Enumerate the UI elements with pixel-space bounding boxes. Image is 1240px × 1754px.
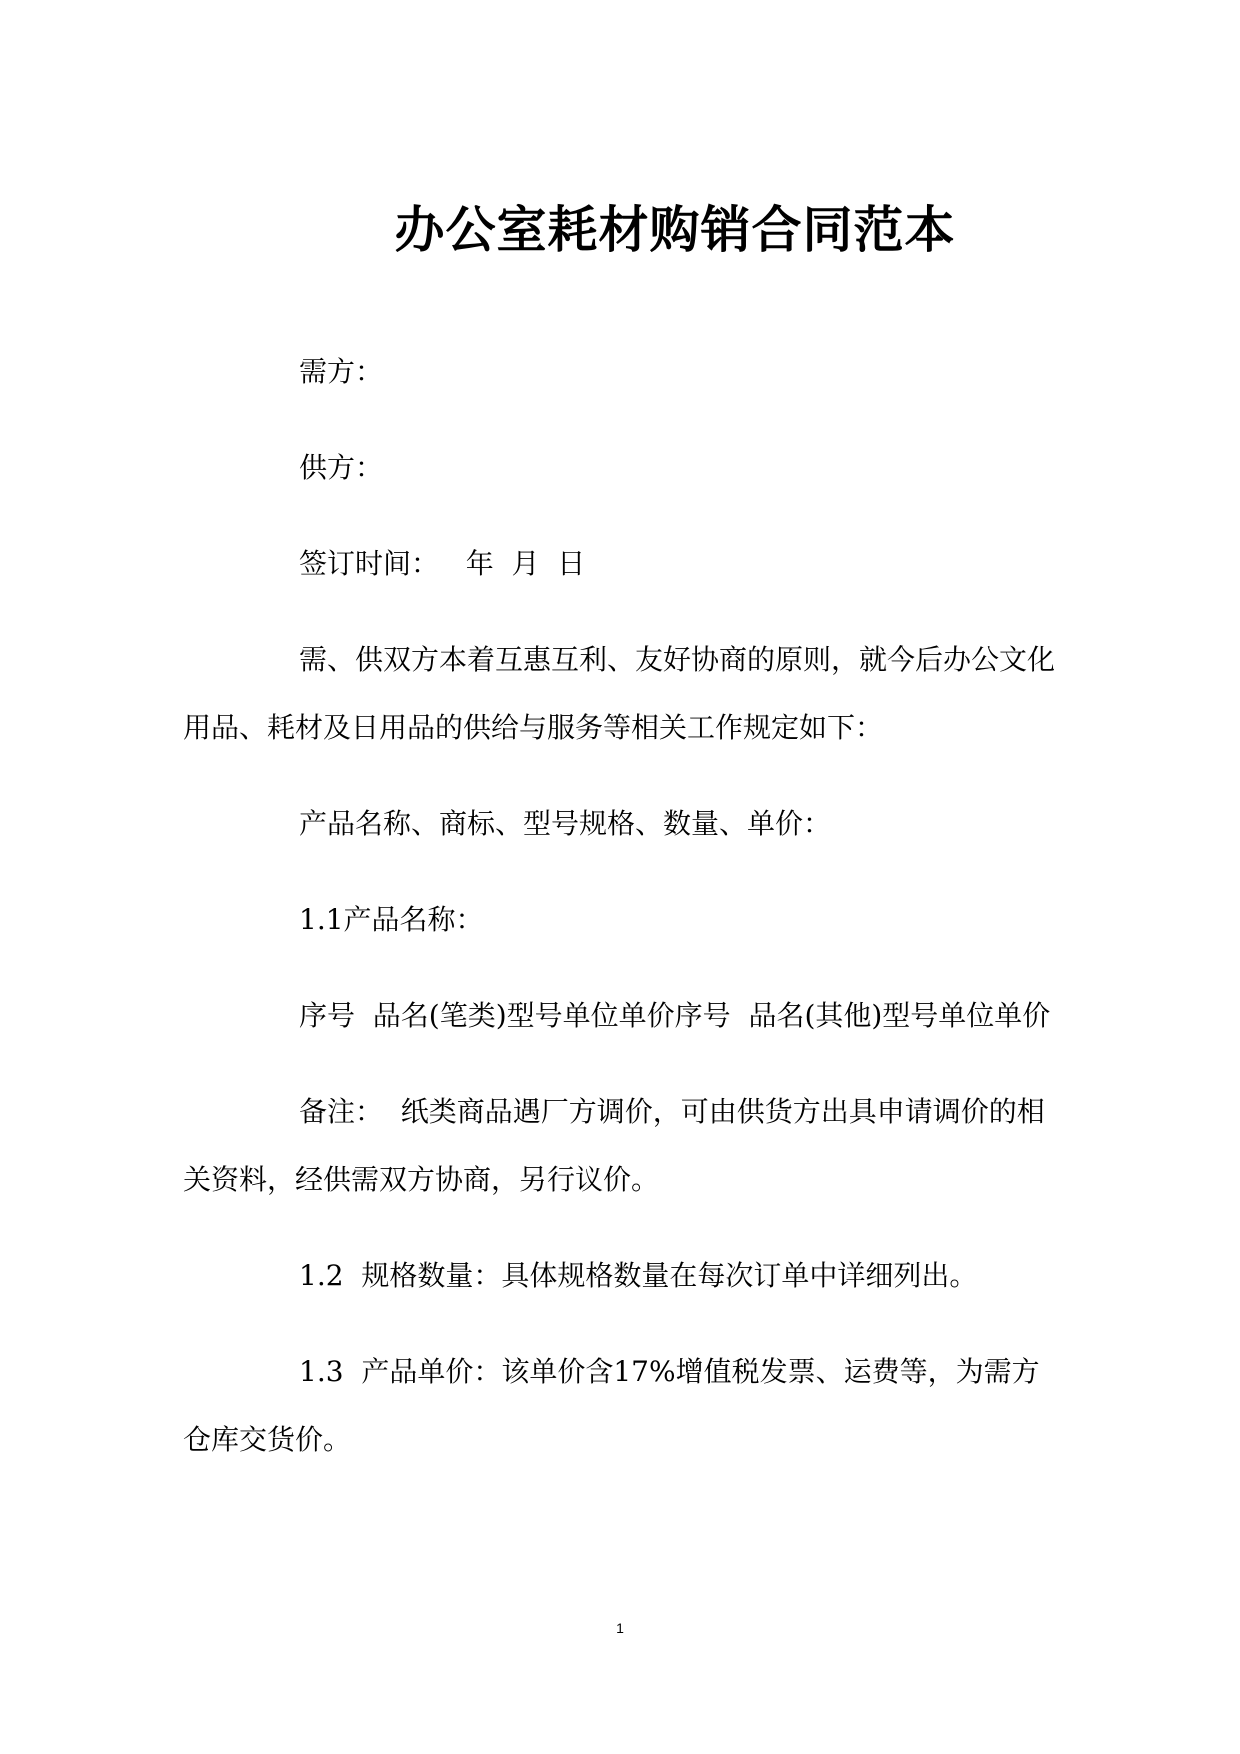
paragraph-signing-date: 签订时间： 年 月 日 <box>299 547 586 580</box>
paragraph-section-1-3: 1.3 产品单价：该单价含17%增值税发票、运费等，为需方仓库交货价。 <box>183 1355 1040 1456</box>
paragraph-supply-party: 供方： <box>299 451 384 484</box>
paragraph-table-header: 序号 品名(笔类)型号单位单价序号 品名(其他)型号单位单价 <box>299 999 1051 1032</box>
document-body <box>183 338 1063 1502</box>
paragraph-section-1-2: 1.2 规格数量：具体规格数量在每次订单中详细列出。 <box>299 1259 978 1292</box>
document-title: 办公室耗材购销合同范本 <box>394 201 956 259</box>
page-number: 1 <box>616 1620 624 1636</box>
paragraph-product-heading: 产品名称、商标、型号规格、数量、单价： <box>299 807 832 840</box>
paragraph-preamble: 需、供双方本着互惠互利、友好协商的原则，就今后办公文化用品、耗材及日用品的供给与服务等相关工作规定如下： <box>183 643 1056 744</box>
paragraph-section-1-1: 1.1产品名称： <box>299 903 484 936</box>
paragraph-demand-party: 需方： <box>299 355 384 388</box>
paragraph-remark: 备注： 纸类商品遇厂方调价，可由供货方出具申请调价的相关资料，经供需双方协商，另行议价。 <box>183 1095 1045 1196</box>
